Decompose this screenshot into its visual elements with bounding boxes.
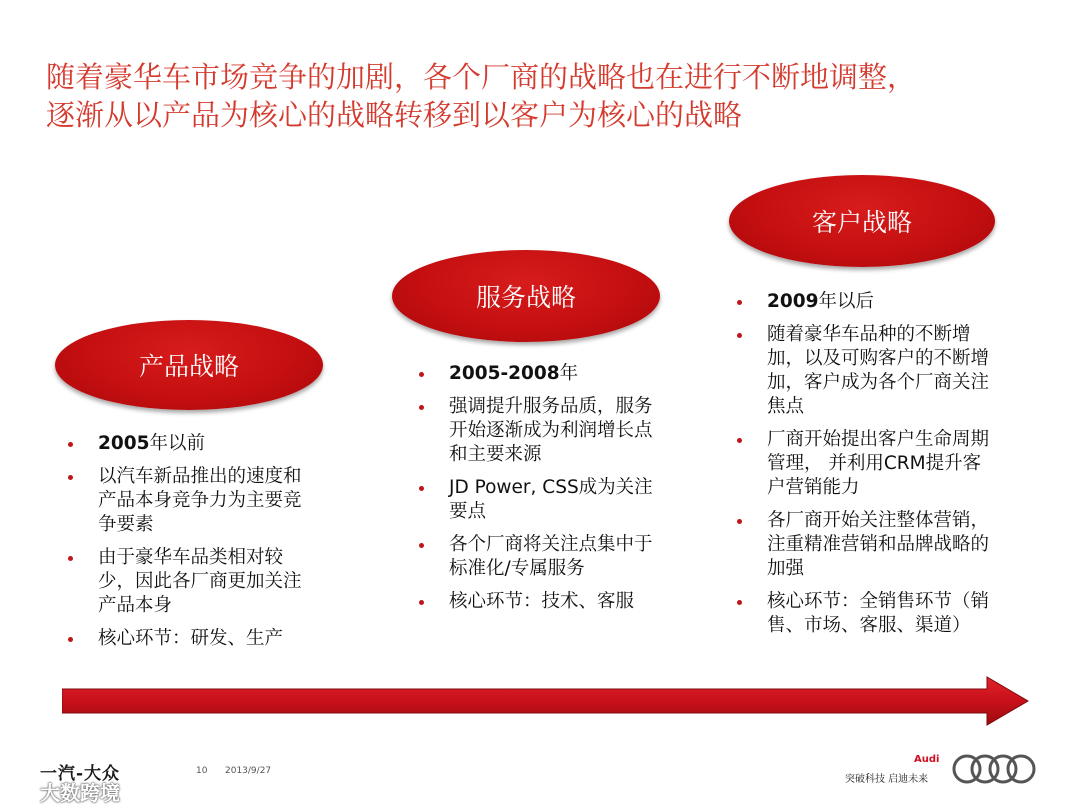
bullet-text: 各厂商开始关注整体营销，注重精准营销和品牌战略的加强 [767, 510, 990, 579]
bullet-item [413, 590, 663, 614]
stage-oval-service [392, 250, 660, 342]
stage-product-bullets [62, 432, 302, 660]
bullet-item [62, 432, 302, 456]
slide-date: 2013/9/27 [225, 766, 272, 776]
bullet-item [413, 395, 663, 467]
bullet-text: 由于豪华车品类相对较少，因此各厂商更加关注产品本身 [98, 547, 302, 616]
bullet-item [62, 465, 302, 537]
bullet-text: 核心环节：研发、生产 [98, 628, 284, 649]
bullet-item [731, 323, 991, 419]
faw-vw-logo: 一汽-大众 [40, 764, 121, 784]
bullet-text: 随着豪华车品种的不断增加，以及可购客户的不断增加，客户成为各个厂商关注焦点 [767, 324, 990, 417]
stage-oval-customer [729, 175, 995, 267]
audi-slogan: 突破科技 启迪未来 [845, 774, 929, 785]
bullet-item [731, 428, 991, 500]
watermark [10, 777, 120, 806]
watermark-logo-icon [10, 784, 34, 802]
bullet-item [62, 546, 302, 618]
title-line-2: 逐渐从以产品为核心的战略转移到以客户为核心的战略 [46, 98, 743, 132]
bullet-item [413, 533, 663, 581]
bullet-text: 年 [559, 363, 579, 384]
stage-label-product: 产品战略 [138, 352, 239, 381]
bullet-item [731, 290, 991, 314]
bullet-year: 2005 [98, 433, 150, 454]
bullet-year: 2005-2008 [449, 363, 560, 384]
bullet-text: 厂商开始提出客户生命周期管理， 并利用CRM提升客户营销能力 [767, 429, 990, 498]
bullet-text: JD Power, CSS成为关注要点 [449, 477, 653, 522]
bullet-text: 各个厂商将关注点集中于标准化/专属服务 [449, 534, 653, 579]
bullet-item [731, 590, 991, 638]
stage-label-service: 服务战略 [475, 283, 576, 312]
bullet-text: 核心环节：全销售环节（销售、市场、客服、渠道） [767, 591, 990, 636]
bullet-text: 核心环节：技术、客服 [449, 591, 635, 612]
stage-customer-bullets [731, 290, 991, 647]
bullet-item [62, 627, 302, 651]
audi-brand-text: Audi [914, 754, 940, 765]
bullet-text: 年以前 [149, 433, 206, 454]
bullet-item [731, 509, 991, 581]
title-line-1: 随着豪华车市场竞争的加剧，各个厂商的战略也在进行不断地调整， [46, 60, 917, 94]
stage-oval-product [55, 320, 323, 410]
stage-service-bullets [413, 362, 663, 623]
slide-title [46, 58, 1056, 134]
timeline-arrow-icon [62, 676, 1030, 726]
bullet-year: 2009 [767, 291, 819, 312]
bullet-text: 以汽车新品推出的速度和产品本身竞争力为主要竞争要素 [98, 466, 302, 535]
bullet-item [413, 476, 663, 524]
stage-label-customer: 客户战略 [811, 208, 912, 237]
audi-rings-icon [950, 752, 1038, 786]
bullet-text: 年以后 [818, 291, 875, 312]
bullet-item [413, 362, 663, 386]
page-number: 10 [196, 766, 208, 776]
watermark-text: 大数跨境 [40, 781, 120, 805]
bullet-text: 强调提升服务品质，服务开始逐渐成为利润增长点和主要来源 [449, 396, 653, 465]
